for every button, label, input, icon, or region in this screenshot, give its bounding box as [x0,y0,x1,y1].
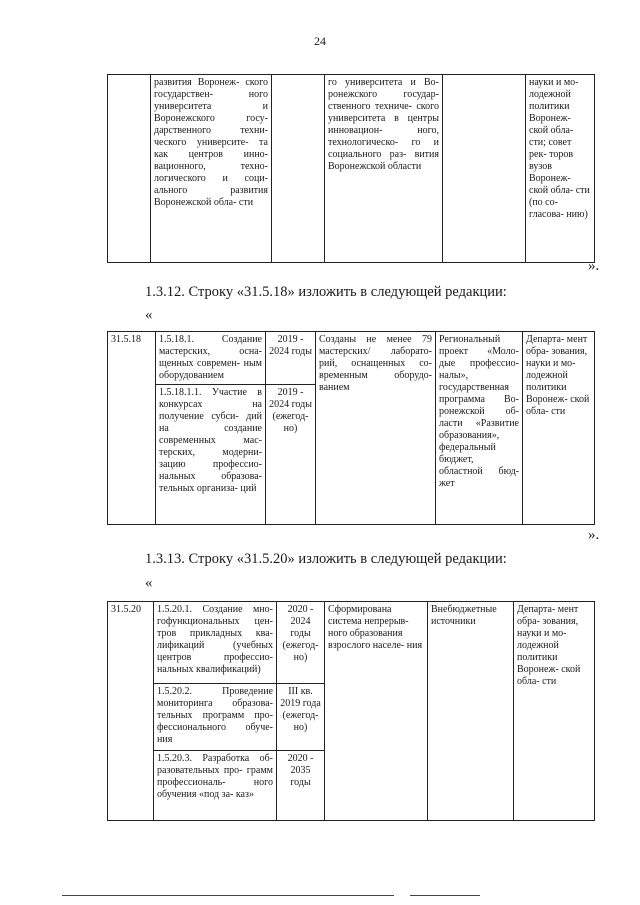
source-cell [443,75,526,263]
closing-quote: ». [588,527,600,543]
item-cell [156,385,266,525]
page-number: 24 [314,34,326,48]
period-cell [277,602,325,684]
period-cell [266,385,316,525]
section-heading: 1.3.13. Строку «31.5.20» изложить в следующей редакции: [145,551,507,567]
opening-quote: « [145,307,153,323]
cell-text: го университета и Во- ронежского государ- ственного техниче- ского университета в центры инновацион- ного, технологическо- го и социального раз- вития Воронежской области [328,77,439,172]
period-cell [272,75,325,263]
cell-text: III кв. 2019 года (ежегод- но) [280,686,321,733]
code-cell [108,75,151,263]
cell-text: Департа- мент обра- зования, науки и мо- лодежной политики Воронеж- ской обла- сти [517,604,581,687]
cell-text: развития Воронеж- ского государствен- ного университета и Воронежского госу- дарственного техни- ческого университе- та как центров инно- вационного, техно- логического и соци- ального развития Воронежской обла- сти [154,77,268,208]
cell-text: Департа- мент обра- зования, науки и мо- лодежной политики Воронеж- ской обла- сти [526,334,590,417]
cell-text: 1.5.18.1.1. Участие в конкурсах на получение субси- дий на создание современных мас- терских, модерни- зацию профессио- нальных образова- тельных организа- ций [159,387,262,494]
cell-text: 1.5.20.2. Проведение мониторинга образова- тельных программ про- фессионального обуче- ния [157,686,273,745]
item-cell [154,602,277,684]
cell-text: Сформирована система непрерыв- ного образования взрослого населе- ния [328,604,423,651]
source-cell [428,602,514,821]
code-cell: 31.5.20 [108,602,154,821]
item-cell [154,751,277,821]
cell-text: 2020 - 2024 годы (ежегод- но) [282,604,319,663]
period-cell [277,751,325,821]
footer-rule-short [410,895,480,896]
section-heading: 1.3.12. Строку «31.5.18» изложить в следующей редакции: [145,284,507,300]
result-cell [325,602,428,821]
closing-quote: ». [588,258,600,274]
continuation-table [107,74,595,263]
item-cell [154,684,277,751]
executor-cell [514,602,595,821]
cell-text: 2019 - 2024 годы (ежегод- но) [269,387,312,434]
table-row-31-5-18 [107,331,595,525]
cell-text: науки и мо- лодежной политики Воронеж- ской обла- сти; совет рек- торов вузов Воронеж- ской обла- сти (по со- гласова- нию) [529,77,590,220]
item-cell [156,332,266,385]
cell-text: Региональный проект «Моло- дые профессио- налы», государственная программа Во- ронежской об- ласти «Развитие образования», федеральный бюджет, областной бюд- жет [439,334,519,489]
code-cell: 31.5.18 [108,332,156,525]
period-cell [277,684,325,751]
footer-rule [62,895,394,896]
table-row-31-5-20 [107,601,595,821]
cell-text: 1.5.18.1. Создание мастерских, осна- щенных современ- ным оборудованием [159,334,262,381]
cell-text: Внебюджетные источники [431,604,497,627]
cell-text: 1.5.20.3. Разработка об- разовательных про- грамм профессиональ- ного обучения «под за- каз» [157,753,273,800]
cell-text: 1.5.20.1. Создание мно- гофункциональных цен- тров прикладных ква- лификаций (учебных центров профессио- нальных квалификаций) [157,604,273,675]
executor-cell [526,75,595,263]
period-cell [266,332,316,385]
opening-quote: « [145,575,153,591]
item-cell [151,75,272,263]
source-cell [436,332,523,525]
cell-text: 2019 - 2024 годы [269,334,312,357]
cell-text: 2020 - 2035 годы [287,753,314,788]
result-cell [325,75,443,263]
executor-cell [523,332,595,525]
result-cell [316,332,436,525]
cell-text: Созданы не менее 79 мастерских/ лаборато- рий, оснащенных со- временным оборудо- ванием [319,334,432,393]
